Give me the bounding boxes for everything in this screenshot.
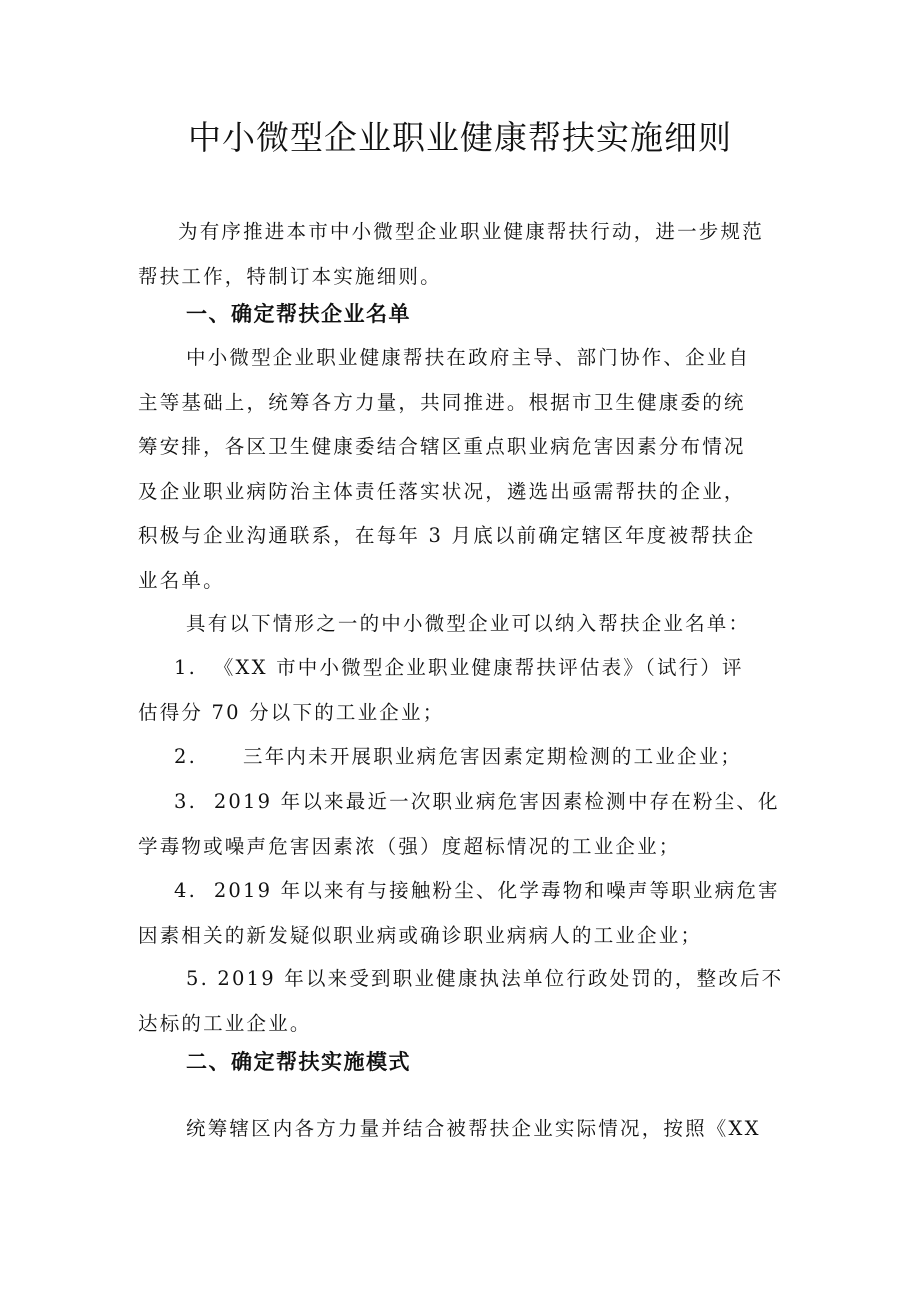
- paragraph-line: 积极与企业沟通联系，在每年 3 月底以前确定辖区年度被帮扶企: [138, 524, 756, 547]
- item-text: 估得分 70 分以下的工业企业；: [138, 700, 445, 724]
- item-text: 2019 年以来受到职业健康执法单位行政处罚的，整改后不: [217, 967, 784, 990]
- item-text: 达标的工业企业。: [138, 1011, 312, 1035]
- item-number: 2.: [174, 745, 198, 768]
- section-2-paragraph: [138, 1107, 790, 1152]
- section-1-heading: 一、确定帮扶企业名单: [186, 302, 411, 326]
- item-text: 《XX 市中小微型企业职业健康帮扶评估表》（试行）评: [213, 656, 744, 679]
- section-1-paragraph: [138, 336, 790, 603]
- item-text: 学毒物或噪声危害因素浓（强）度超标情况的工业企业；: [138, 834, 681, 858]
- intro-line: 帮扶工作，特制订本实施细则。: [138, 264, 442, 288]
- paragraph-line: 统筹辖区内各方力量并结合被帮扶企业实际情况，按照《XX: [186, 1117, 761, 1140]
- criteria-item-4: [138, 869, 790, 958]
- item-number: 1.: [174, 656, 198, 679]
- criteria-item-2: [138, 735, 790, 780]
- criteria-intro-paragraph: [138, 602, 790, 647]
- intro-line: 为有序推进本市中小微型企业职业健康帮扶行动，进一步规范: [178, 220, 764, 243]
- item-text: 三年内未开展职业病危害因素定期检测的工业企业；: [243, 745, 743, 768]
- paragraph-line: 筹安排，各区卫生健康委结合辖区重点职业病危害因素分布情况: [138, 435, 746, 458]
- paragraph-line: 具有以下情形之一的中小微型企业可以纳入帮扶企业名单：: [186, 612, 751, 635]
- section-2-heading: 二、确定帮扶实施模式: [186, 1050, 411, 1074]
- criteria-item-5: [138, 957, 790, 1046]
- paragraph-line: 及企业职业病防治主体责任落实状况，遴选出亟需帮扶的企业，: [138, 479, 746, 503]
- paragraph-line: 中小微型企业职业健康帮扶在政府主导、部门协作、企业自: [186, 346, 751, 369]
- item-text: 2019 年以来有与接触粉尘、化学毒物和噪声等职业病危害: [213, 879, 780, 902]
- document-title: 中小微型企业职业健康帮扶实施细则: [188, 118, 732, 157]
- paragraph-line: 主等基础上，统筹各方力量，共同推进。根据市卫生健康委的统: [138, 390, 746, 414]
- criteria-item-1: [138, 646, 790, 735]
- item-text: 2019 年以来最近一次职业病危害因素检测中存在粉尘、化: [213, 790, 780, 813]
- item-number: 5.: [186, 967, 210, 990]
- criteria-item-3: [138, 780, 790, 869]
- intro-paragraph: [138, 210, 790, 299]
- item-text: 因素相关的新发疑似职业病或确诊职业病病人的工业企业；: [138, 923, 703, 947]
- item-number: 3.: [174, 790, 198, 813]
- paragraph-line: 业名单。: [138, 568, 225, 592]
- item-number: 4.: [174, 879, 198, 902]
